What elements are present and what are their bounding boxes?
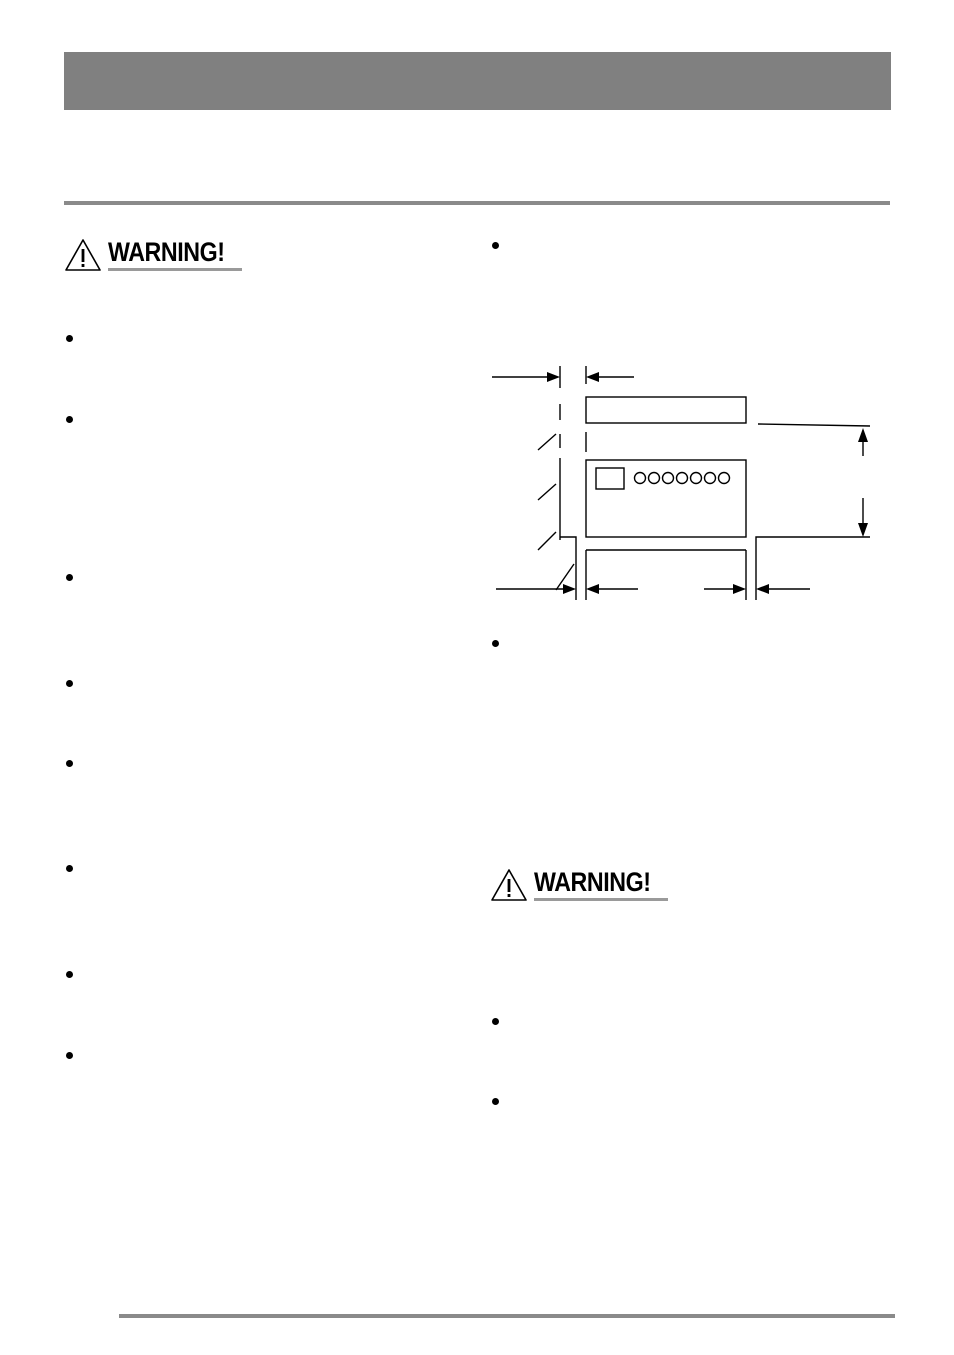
- bullet-dot-icon: [492, 1018, 499, 1025]
- section-rule: [64, 201, 890, 205]
- installation-clearance-diagram: [490, 364, 880, 614]
- warning-label: WARNING!: [108, 237, 225, 267]
- warning-underline: [534, 898, 668, 901]
- bullet-dot-icon: [66, 335, 73, 342]
- header-band: [64, 52, 891, 110]
- bullet-dot-icon: [66, 865, 73, 872]
- bullet-dot-icon: [492, 640, 499, 647]
- bullet-dot-icon: [66, 760, 73, 767]
- warning-triangle-icon: [64, 238, 102, 272]
- bullet-dot-icon: [66, 971, 73, 978]
- warning-label: WARNING!: [534, 867, 651, 897]
- bullet-dot-icon: [66, 574, 73, 581]
- bullet-dot-icon: [66, 416, 73, 423]
- bullet-dot-icon: [66, 680, 73, 687]
- warning-triangle-icon: [490, 868, 528, 902]
- footer-rule: [119, 1314, 895, 1318]
- warning-underline: [108, 268, 242, 271]
- bullet-dot-icon: [66, 1052, 73, 1059]
- bullet-dot-icon: [492, 1098, 499, 1105]
- bullet-dot-icon: [492, 242, 499, 249]
